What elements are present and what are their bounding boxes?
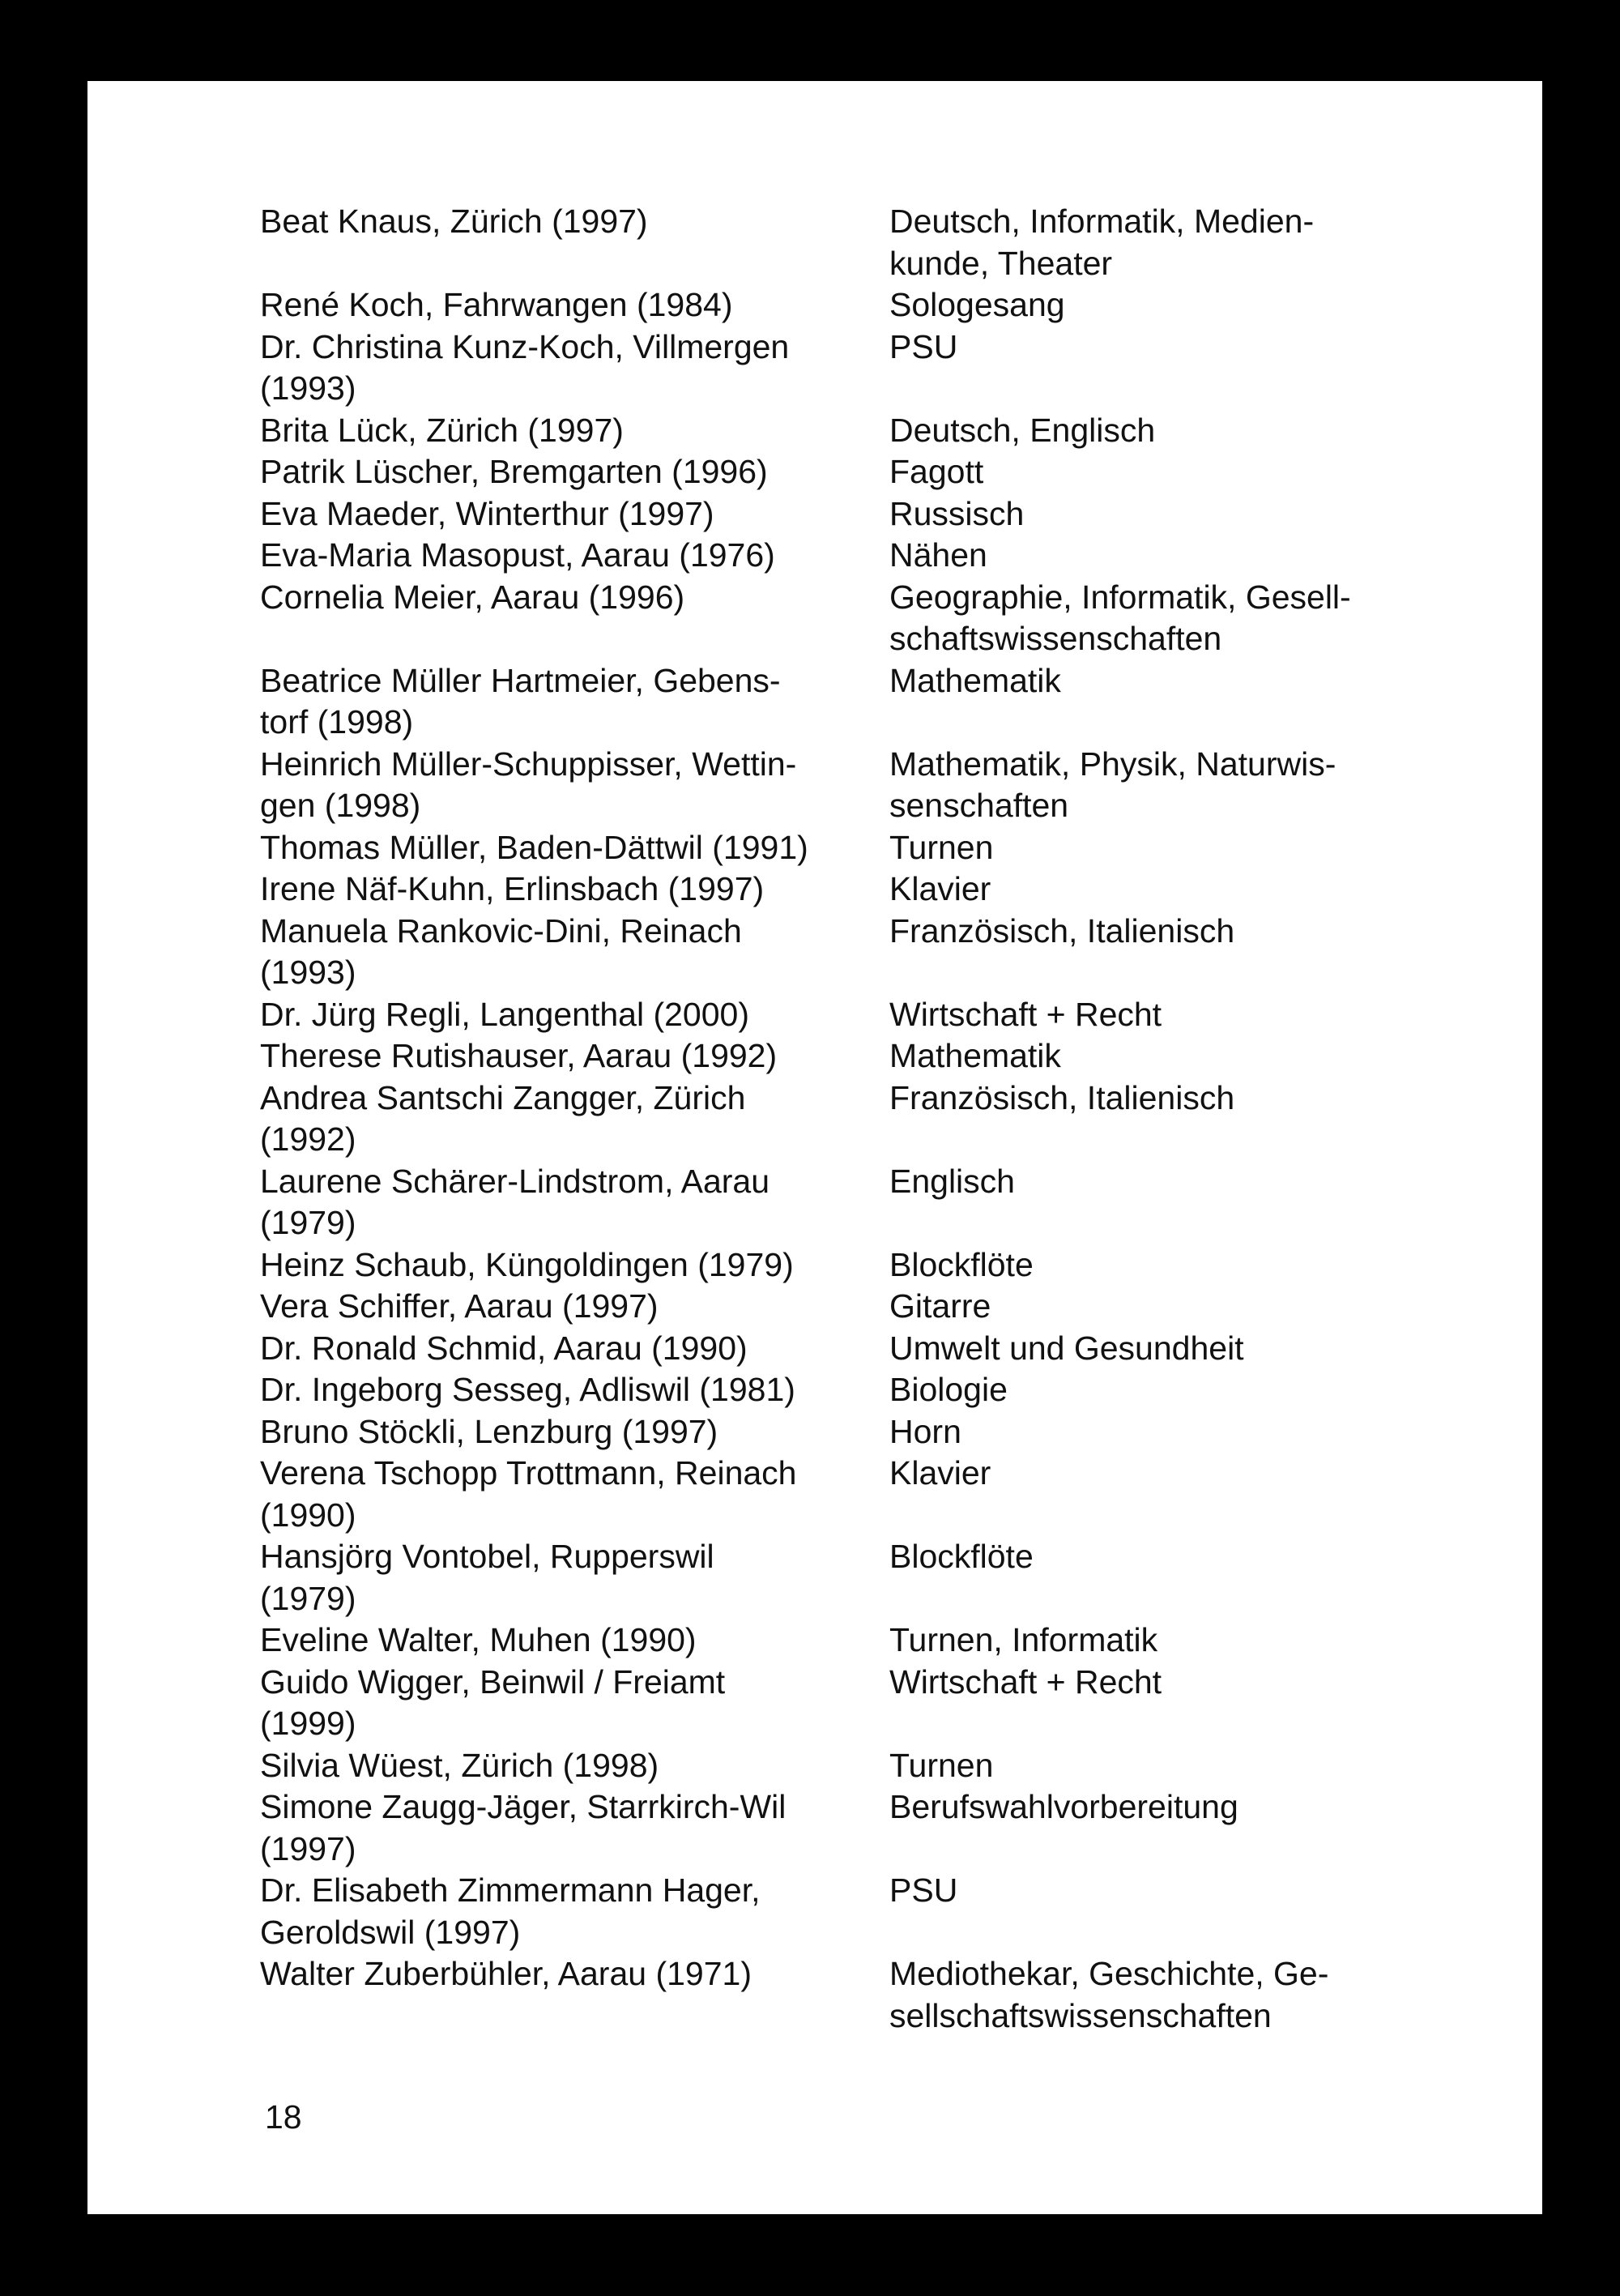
teacher-subjects	[889, 1453, 1483, 1536]
teacher-subjects	[889, 1286, 1483, 1328]
teacher-subjects	[889, 1536, 1483, 1620]
teacher-subjects	[889, 911, 1483, 994]
teacher-subjects	[889, 577, 1483, 660]
teacher-name-line: (1992)	[260, 1120, 356, 1158]
teacher-name	[260, 994, 889, 1036]
teacher-name	[260, 493, 889, 536]
teacher-name-line: Irene Näf-Kuhn, Erlinsbach (1997)	[260, 870, 765, 907]
list-item	[260, 201, 1483, 284]
teacher-name-line: (1993)	[260, 369, 356, 407]
teacher-subjects-line: PSU	[889, 327, 958, 365]
teacher-subjects-line: Berufswahlvorbereitung	[889, 1788, 1238, 1825]
teacher-subjects-line: Umwelt und Gesundheit	[889, 1329, 1244, 1367]
teacher-name-line: gen (1998)	[260, 787, 421, 824]
teacher-name	[260, 1453, 889, 1536]
teacher-name	[260, 1161, 889, 1244]
teacher-name	[260, 1411, 889, 1453]
teacher-subjects	[889, 1078, 1483, 1161]
teacher-name-line: Guido Wigger, Beinwil / Freiamt	[260, 1662, 726, 1701]
teacher-subjects-line: Geographie, Informatik, Gesell-	[889, 578, 1351, 616]
teacher-name	[260, 201, 889, 284]
teacher-name-line: torf (1998)	[260, 703, 414, 740]
teacher-name	[260, 1870, 889, 1953]
teacher-name	[260, 1078, 889, 1161]
teacher-subjects-line: Klavier	[889, 1454, 991, 1492]
teacher-name-line: Eva-Maria Masopust, Aarau (1976)	[260, 536, 775, 574]
teacher-subjects-line: Mathematik	[889, 661, 1061, 699]
teacher-name-line: Andrea Santschi Zangger, Zürich	[260, 1078, 746, 1116]
teacher-subjects	[889, 1035, 1483, 1078]
teacher-subjects	[889, 1786, 1483, 1870]
teacher-name-line: Bruno Stöckli, Lenzburg (1997)	[260, 1412, 718, 1450]
teacher-name	[260, 451, 889, 493]
teacher-subjects-line: Biologie	[889, 1371, 1008, 1408]
teacher-subjects	[889, 535, 1483, 577]
teacher-name	[260, 1286, 889, 1328]
teacher-subjects-line: Mathematik, Physik, Naturwis-	[889, 745, 1336, 783]
teacher-name-line: Eveline Walter, Muhen (1990)	[260, 1621, 697, 1658]
teacher-name-line: Beat Knaus, Zürich (1997)	[260, 203, 648, 240]
list-item	[260, 1953, 1483, 2037]
list-item	[260, 1536, 1483, 1620]
list-item	[260, 410, 1483, 452]
teacher-name-line: Vera Schiffer, Aarau (1997)	[260, 1287, 659, 1325]
list-item	[260, 1328, 1483, 1370]
teacher-name-line: Dr. Elisabeth Zimmermann Hager,	[260, 1871, 761, 1909]
teacher-subjects	[889, 1620, 1483, 1662]
teacher-name-line: Cornelia Meier, Aarau (1996)	[260, 578, 685, 616]
list-item	[260, 284, 1483, 326]
teacher-name-line: Dr. Jürg Regli, Langenthal (2000)	[260, 995, 749, 1033]
list-item	[260, 994, 1483, 1036]
teacher-subjects	[889, 451, 1483, 493]
list-item	[260, 1244, 1483, 1287]
teacher-name-line: Dr. Christina Kunz-Koch, Villmergen	[260, 327, 790, 365]
teacher-subjects	[889, 326, 1483, 410]
teacher-subjects	[889, 744, 1483, 827]
list-item	[260, 911, 1483, 994]
teacher-subjects-line: Turnen	[889, 1746, 994, 1784]
list-item	[260, 1286, 1483, 1328]
teacher-name-line: (1979)	[260, 1579, 356, 1617]
list-item	[260, 493, 1483, 536]
list-item	[260, 1035, 1483, 1078]
teacher-name	[260, 284, 889, 326]
teacher-name-line: Geroldswil (1997)	[260, 1913, 521, 1951]
list-item	[260, 1369, 1483, 1411]
teacher-subjects	[889, 1369, 1483, 1411]
teacher-name-line: (1993)	[260, 954, 356, 991]
teacher-name	[260, 410, 889, 452]
teacher-name	[260, 660, 889, 744]
teacher-subjects-line: Fagott	[889, 453, 984, 490]
teacher-subjects-line: Deutsch, Englisch	[889, 411, 1156, 449]
teacher-subjects-line: Horn	[889, 1412, 961, 1450]
teacher-subjects	[889, 1161, 1483, 1244]
teacher-list	[260, 201, 1483, 2037]
teacher-name-line: Laurene Schärer-Lindstrom, Aarau	[260, 1162, 770, 1200]
teacher-name	[260, 744, 889, 827]
teacher-name	[260, 326, 889, 410]
teacher-subjects	[889, 660, 1483, 744]
teacher-name	[260, 1035, 889, 1078]
teacher-name	[260, 1662, 889, 1745]
teacher-name-line: Patrik Lüscher, Bremgarten (1996)	[260, 453, 768, 490]
teacher-name	[260, 1369, 889, 1411]
teacher-name-line: Walter Zuberbühler, Aarau (1971)	[260, 1955, 752, 1992]
teacher-name-line: Dr. Ingeborg Sesseg, Adliswil (1981)	[260, 1371, 795, 1408]
teacher-subjects-line: Französisch, Italienisch	[889, 1078, 1235, 1116]
list-item	[260, 577, 1483, 660]
teacher-subjects-line: kunde, Theater	[889, 244, 1113, 282]
list-item	[260, 744, 1483, 827]
list-item	[260, 1161, 1483, 1244]
teacher-subjects-line: PSU	[889, 1871, 958, 1909]
teacher-name	[260, 1620, 889, 1662]
teacher-name-line: Verena Tschopp Trottmann, Reinach	[260, 1454, 797, 1492]
teacher-subjects	[889, 1870, 1483, 1953]
teacher-subjects-line: Mathematik	[889, 1037, 1061, 1074]
teacher-name-line: Heinrich Müller-Schuppisser, Wettin-	[260, 745, 797, 783]
teacher-name-line: Dr. Ronald Schmid, Aarau (1990)	[260, 1329, 748, 1367]
list-item	[260, 535, 1483, 577]
list-item	[260, 1620, 1483, 1662]
list-item	[260, 1078, 1483, 1161]
teacher-subjects	[889, 1745, 1483, 1787]
teacher-name-line: Hansjörg Vontobel, Rupperswil	[260, 1538, 714, 1575]
teacher-name-line: Therese Rutishauser, Aarau (1992)	[260, 1037, 778, 1074]
teacher-subjects-line: senschaften	[889, 787, 1069, 824]
teacher-name-line: Heinz Schaub, Küngoldingen (1979)	[260, 1245, 794, 1283]
teacher-subjects-line: Russisch	[889, 494, 1025, 532]
teacher-subjects-line: Gitarre	[889, 1287, 991, 1325]
list-item	[260, 1786, 1483, 1870]
teacher-subjects	[889, 1953, 1483, 2037]
teacher-subjects	[889, 493, 1483, 536]
teacher-subjects-line: Wirtschaft + Recht	[889, 995, 1162, 1033]
page-number: 18	[265, 2098, 302, 2136]
teacher-subjects-line: Sologesang	[889, 286, 1065, 323]
teacher-subjects-line: Blockflöte	[889, 1538, 1034, 1575]
teacher-subjects	[889, 1244, 1483, 1287]
teacher-subjects-line: Wirtschaft + Recht	[889, 1662, 1162, 1701]
teacher-subjects-line: Deutsch, Informatik, Medien-	[889, 203, 1315, 240]
teacher-name-line: Beatrice Müller Hartmeier, Gebens-	[260, 661, 781, 699]
teacher-subjects	[889, 868, 1483, 911]
teacher-name-line: (1997)	[260, 1829, 356, 1867]
teacher-name-line: (1979)	[260, 1204, 356, 1241]
teacher-subjects-line: Blockflöte	[889, 1245, 1034, 1283]
list-item	[260, 660, 1483, 744]
teacher-name	[260, 535, 889, 577]
list-item	[260, 1745, 1483, 1787]
teacher-subjects	[889, 994, 1483, 1036]
teacher-subjects-line: Französisch, Italienisch	[889, 911, 1235, 950]
teacher-subjects	[889, 201, 1483, 284]
list-item	[260, 1662, 1483, 1745]
teacher-name	[260, 1536, 889, 1620]
teacher-name	[260, 827, 889, 869]
teacher-subjects-line: Turnen	[889, 828, 994, 866]
teacher-name	[260, 1953, 889, 2037]
teacher-name-line: Manuela Rankovic-Dini, Reinach	[260, 911, 742, 950]
teacher-subjects-line: Klavier	[889, 870, 991, 907]
teacher-subjects-line: sellschaftswissenschaften	[889, 1996, 1272, 2034]
teacher-name-line: Simone Zaugg-Jäger, Starrkirch-Wil	[260, 1788, 787, 1825]
teacher-name-line: René Koch, Fahrwangen (1984)	[260, 286, 733, 323]
document-page	[87, 81, 1542, 2214]
teacher-name	[260, 1745, 889, 1787]
teacher-name	[260, 1328, 889, 1370]
teacher-name-line: Silvia Wüest, Zürich (1998)	[260, 1746, 659, 1784]
teacher-name-line: Thomas Müller, Baden-Dättwil (1991)	[260, 828, 808, 866]
teacher-subjects-line: Englisch	[889, 1162, 1015, 1200]
teacher-subjects-line: schaftswissenschaften	[889, 620, 1222, 657]
teacher-name-line: (1990)	[260, 1496, 356, 1534]
teacher-subjects	[889, 284, 1483, 326]
list-item	[260, 451, 1483, 493]
teacher-subjects-line: Nähen	[889, 536, 987, 574]
list-item	[260, 1411, 1483, 1453]
teacher-subjects-line: Mediothekar, Geschichte, Ge-	[889, 1955, 1329, 1992]
teacher-name-line: Eva Maeder, Winterthur (1997)	[260, 494, 714, 532]
teacher-subjects	[889, 1411, 1483, 1453]
list-item	[260, 326, 1483, 410]
teacher-subjects	[889, 410, 1483, 452]
teacher-name	[260, 1786, 889, 1870]
list-item	[260, 868, 1483, 911]
teacher-name-line: Brita Lück, Zürich (1997)	[260, 411, 624, 449]
list-item	[260, 1453, 1483, 1536]
teacher-name	[260, 1244, 889, 1287]
teacher-subjects	[889, 1662, 1483, 1745]
teacher-name-line: (1999)	[260, 1705, 356, 1742]
teacher-name	[260, 577, 889, 660]
teacher-name	[260, 868, 889, 911]
teacher-name	[260, 911, 889, 994]
teacher-subjects	[889, 1328, 1483, 1370]
teacher-subjects-line: Turnen, Informatik	[889, 1621, 1158, 1658]
teacher-subjects	[889, 827, 1483, 869]
list-item	[260, 827, 1483, 869]
list-item	[260, 1870, 1483, 1953]
